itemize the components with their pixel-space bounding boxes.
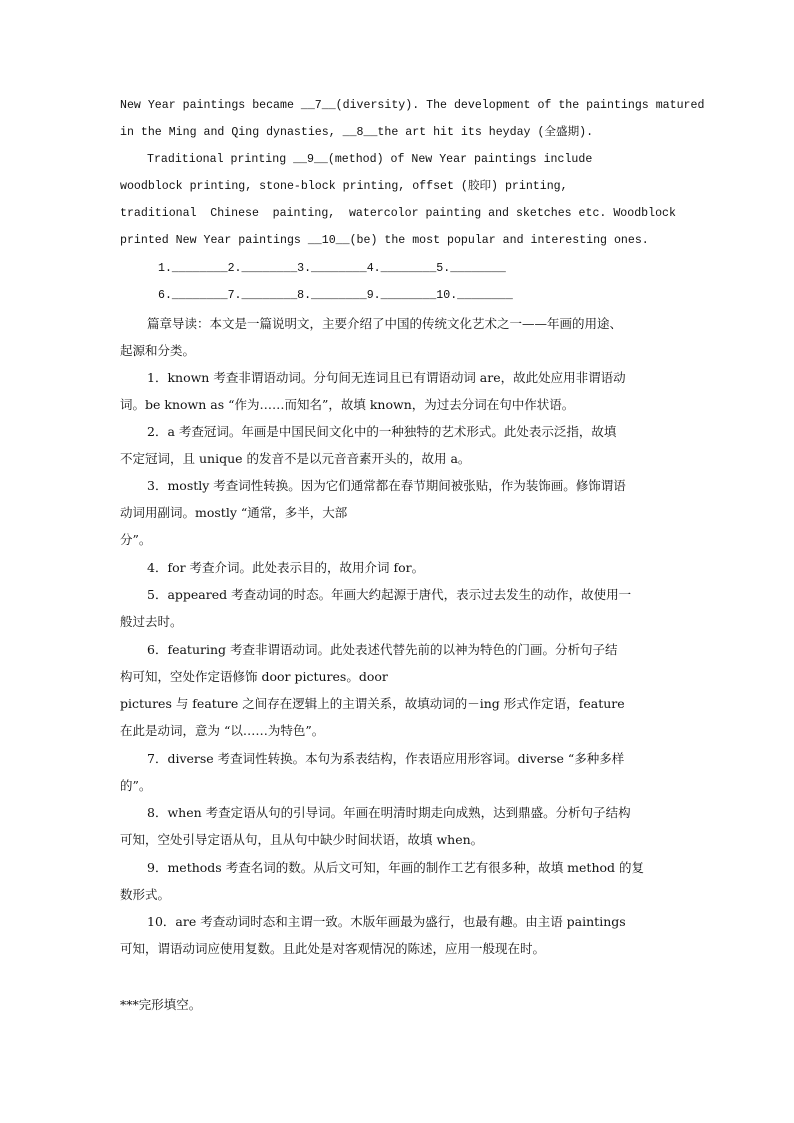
- analysis-line: 9．methods 考查名词的数。从后文可知，年画的制作工艺有很多种，故填 method 的复: [147, 860, 644, 875]
- answer-blanks-row: 6.________7.________8.________9.________10.________: [158, 289, 513, 302]
- word: traditional: [120, 207, 197, 220]
- section-heading: ***完形填空。: [120, 997, 202, 1012]
- analysis-line: 词。be known as “作为……而知名”，故填 known，为过去分词在句中作状语。: [120, 397, 575, 412]
- passage-line: printed New Year paintings __10__(be) the most popular and interesting ones.: [120, 234, 649, 247]
- answer-blanks-row: 1.________2.________3.________4.________5.________: [158, 262, 506, 275]
- analysis-line: 般过去时。: [120, 614, 183, 629]
- analysis-line: 6．featuring 考查非谓语动词。此处表述代替先前的以神为特色的门画。分析句子结: [147, 642, 618, 657]
- analysis-line: 8．when 考查定语从句的引导词。年画在明清时期走向成熟，达到鼎盛。分析句子结构: [147, 805, 631, 820]
- analysis-line: 7．diverse 考查词性转换。本句为系表结构，作表语应用形容词。diverse “多种多样: [147, 751, 625, 766]
- analysis-line: 在此是动词，意为 “以……为特色”。: [120, 723, 325, 738]
- word: watercolor painting and sketches etc. Woodblock: [348, 207, 676, 220]
- intro-line: 篇章导读：本文是一篇说明文，主要介绍了中国的传统文化艺术之一——年画的用途、: [147, 316, 623, 331]
- passage-line-justified: [120, 206, 676, 222]
- analysis-line: pictures 与 feature 之间存在逻辑上的主谓关系，故填动词的－ing 形式作定语，feature: [120, 696, 625, 711]
- passage-line: Traditional printing __9__(method) of New Year paintings include: [147, 153, 593, 166]
- passage-line: in the Ming and Qing dynasties, __8__the art hit its heyday (全盛期).: [120, 126, 594, 139]
- analysis-line: 的”。: [120, 778, 152, 793]
- analysis-line: 动词用副词。mostly “通常，多半，大部: [120, 505, 348, 520]
- analysis-line: 可知，谓语动词应使用复数。且此处是对客观情况的陈述，应用一般现在时。: [120, 941, 546, 956]
- passage-line: woodblock printing, stone-block printing, offset (胶印) printing,: [120, 180, 568, 193]
- analysis-line: 不定冠词，且 unique 的发音不是以元音音素开头的，故用 a。: [120, 451, 471, 466]
- analysis-line: 5．appeared 考查动词的时态。年画大约起源于唐代，表示过去发生的动作，故使用一: [147, 587, 632, 602]
- analysis-line: 3．mostly 考查词性转换。因为它们通常都在春节期间被张贴，作为装饰画。修饰谓语: [147, 478, 626, 493]
- analysis-line: 1．known 考查非谓语动词。分句间无连词且已有谓语动词 are，故此处应用非谓语动: [147, 370, 626, 385]
- analysis-line: 分”。: [120, 532, 152, 547]
- intro-line: 起源和分类。: [120, 343, 196, 358]
- word: Chinese: [210, 207, 259, 220]
- analysis-line: 数形式。: [120, 887, 171, 902]
- word: painting,: [272, 207, 336, 220]
- analysis-line: 构可知，空处作定语修饰 door pictures。door: [120, 669, 388, 684]
- analysis-line: 可知，空处引导定语从句，且从句中缺少时间状语，故填 when。: [120, 832, 484, 847]
- passage-line: New Year paintings became __7__(diversity). The development of the paintings matured: [120, 99, 705, 112]
- analysis-line: 2．a 考查冠词。年画是中国民间文化中的一种独特的艺术形式。此处表示泛指，故填: [147, 424, 617, 439]
- analysis-line: 10．are 考查动词时态和主谓一致。木版年画最为盛行，也最有趣。由主语 paintings: [147, 914, 626, 929]
- analysis-line: 4．for 考查介词。此处表示目的，故用介词 for。: [147, 560, 425, 575]
